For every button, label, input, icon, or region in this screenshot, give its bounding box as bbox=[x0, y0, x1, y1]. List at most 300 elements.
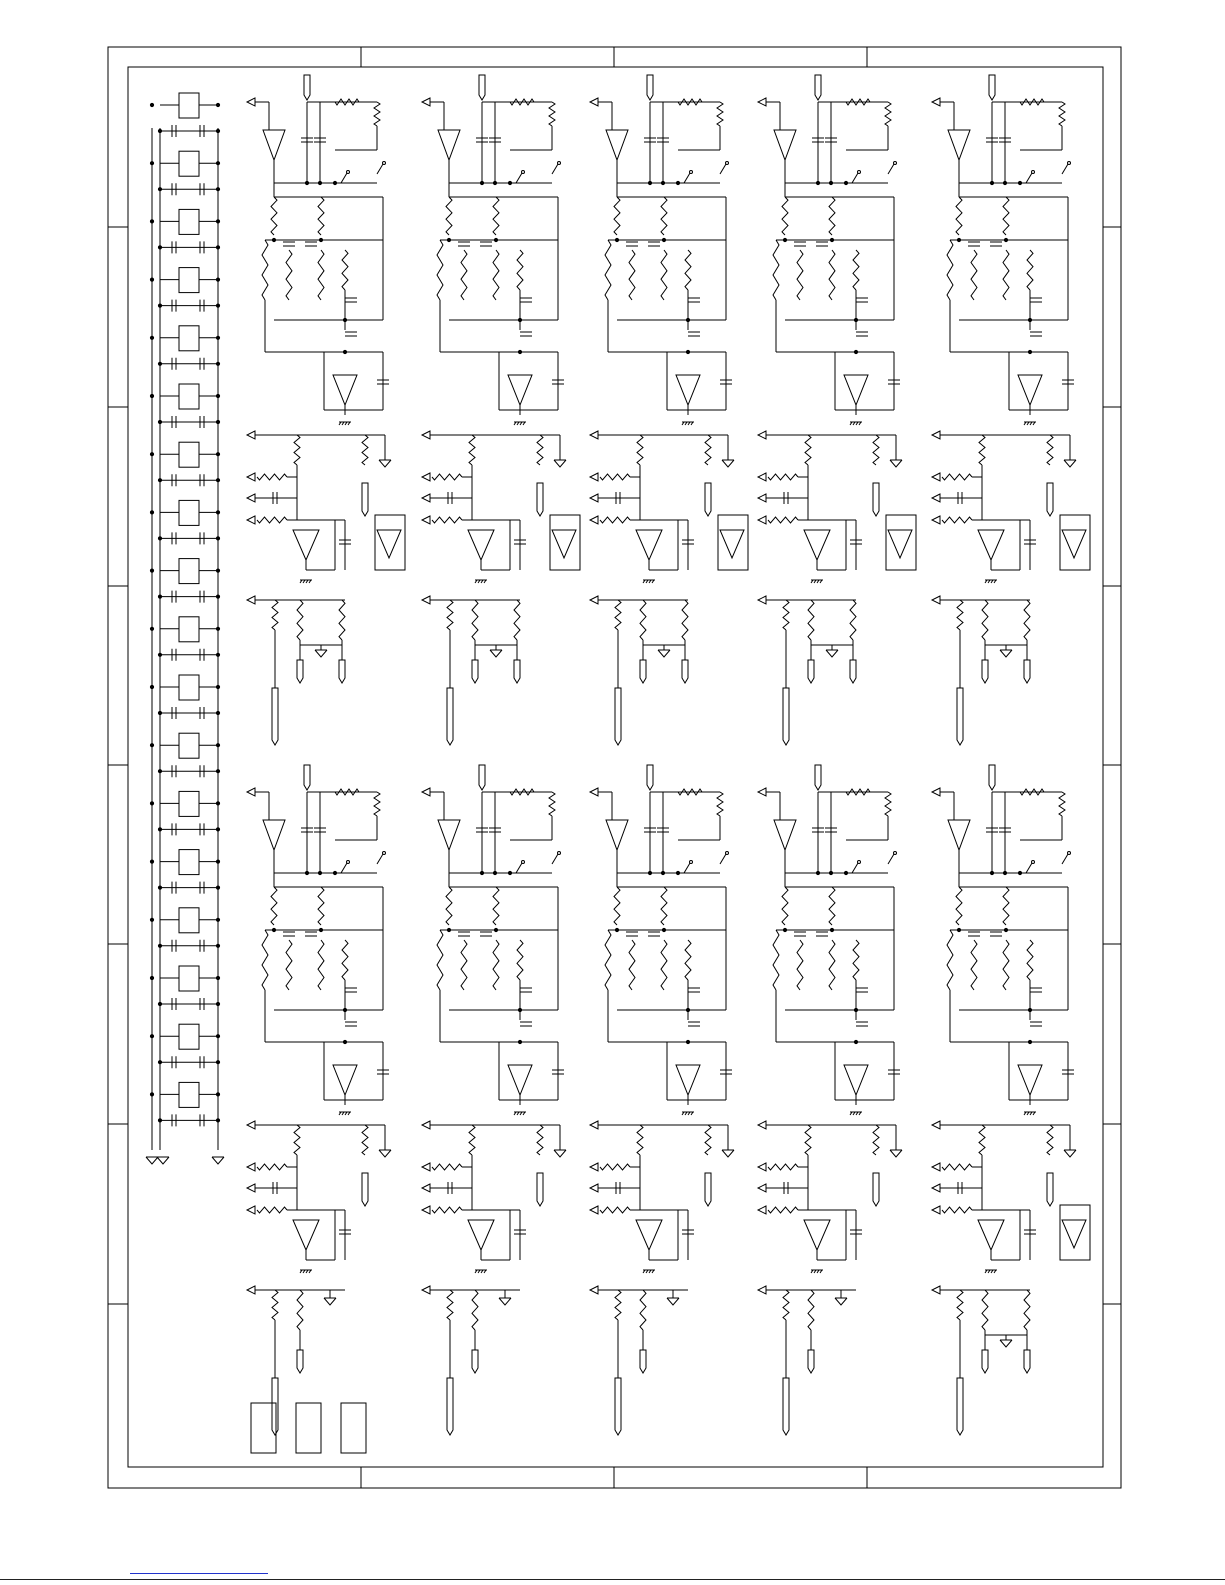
resistor-symbol bbox=[432, 1164, 462, 1170]
junction-dot bbox=[150, 162, 153, 165]
connector-pin bbox=[640, 660, 646, 683]
opamp-symbol bbox=[804, 1220, 830, 1250]
regulator-block bbox=[179, 1082, 199, 1107]
junction-dot bbox=[150, 744, 153, 747]
resistor-symbol bbox=[1059, 792, 1065, 816]
resistor-symbol bbox=[805, 435, 811, 465]
resistor-symbol bbox=[493, 887, 499, 925]
opamp-symbol bbox=[978, 1220, 1004, 1250]
junction-dot bbox=[816, 181, 819, 184]
junction-dot bbox=[150, 685, 153, 688]
junction-dot bbox=[150, 860, 153, 863]
resistor-symbol bbox=[461, 940, 467, 990]
opamp-symbol bbox=[636, 1220, 662, 1250]
switch-symbol bbox=[341, 863, 347, 873]
resistor-symbol bbox=[493, 940, 499, 990]
port-arrow bbox=[590, 788, 598, 796]
resistor-symbol bbox=[493, 197, 499, 235]
junction-dot bbox=[150, 103, 153, 106]
junction-dot bbox=[783, 238, 786, 241]
resistor-symbol bbox=[271, 197, 277, 235]
junction-dot bbox=[216, 1035, 219, 1038]
resistor-symbol bbox=[1047, 435, 1053, 465]
resistor-symbol bbox=[956, 887, 962, 925]
port-arrow bbox=[590, 1286, 598, 1294]
junction-dot bbox=[480, 871, 483, 874]
connector-pin bbox=[705, 1173, 711, 1206]
switch-symbol bbox=[1026, 863, 1032, 873]
opamp-symbol bbox=[978, 530, 1004, 560]
resistor-symbol bbox=[637, 435, 643, 465]
opamp-symbol bbox=[804, 530, 830, 560]
resistor-symbol bbox=[615, 1290, 621, 1320]
resistor-symbol bbox=[437, 240, 443, 300]
port-arrow bbox=[932, 1286, 940, 1294]
junction-dot bbox=[216, 944, 219, 947]
junction-dot bbox=[150, 453, 153, 456]
opamp-symbol bbox=[720, 530, 744, 558]
switch-symbol bbox=[377, 854, 383, 864]
junction-dot bbox=[216, 595, 219, 598]
junction-dot bbox=[518, 1008, 521, 1011]
port-arrow bbox=[422, 98, 430, 106]
junction-dot bbox=[343, 318, 346, 321]
resistor-symbol bbox=[808, 1290, 814, 1330]
ground-symbol bbox=[1000, 1340, 1012, 1347]
resistor-symbol bbox=[717, 102, 723, 126]
port-arrow bbox=[422, 516, 430, 524]
port-arrow bbox=[758, 1121, 766, 1129]
switch-symbol bbox=[341, 173, 347, 183]
resistor-symbol bbox=[805, 1125, 811, 1155]
resistor-symbol bbox=[339, 600, 345, 640]
opamp-symbol bbox=[1018, 375, 1042, 405]
buffer-box bbox=[718, 515, 748, 570]
junction-dot bbox=[158, 479, 161, 482]
connector-pin bbox=[537, 483, 543, 516]
junction-dot bbox=[158, 828, 161, 831]
opamp-symbol bbox=[774, 820, 796, 850]
junction-dot bbox=[343, 350, 346, 353]
switch-contact bbox=[690, 171, 693, 174]
resistor-symbol bbox=[446, 887, 452, 925]
buffer-box bbox=[1060, 515, 1090, 570]
opamp-symbol bbox=[263, 820, 285, 850]
switch-contact bbox=[690, 861, 693, 864]
junction-dot bbox=[150, 336, 153, 339]
port-arrow bbox=[758, 494, 766, 502]
opamp-symbol bbox=[508, 375, 532, 405]
resistor-symbol bbox=[318, 250, 324, 300]
resistor-symbol bbox=[942, 517, 972, 523]
port-arrow bbox=[590, 494, 598, 502]
connector-pin bbox=[537, 1173, 543, 1206]
junction-dot bbox=[1018, 871, 1021, 874]
resistor-symbol bbox=[461, 250, 467, 300]
switch-contact bbox=[383, 852, 386, 855]
junction-dot bbox=[661, 181, 664, 184]
ground-symbol bbox=[1064, 460, 1076, 467]
connector-pin bbox=[472, 660, 478, 683]
channel-r2-c4 bbox=[758, 765, 902, 1435]
junction-dot bbox=[216, 828, 219, 831]
buffer-box bbox=[375, 515, 405, 570]
ground-symbol bbox=[890, 1150, 902, 1157]
opamp-symbol bbox=[333, 1065, 357, 1095]
junction-dot bbox=[216, 246, 219, 249]
resistor-symbol bbox=[614, 197, 620, 235]
ground-symbol bbox=[324, 1298, 336, 1305]
port-arrow bbox=[247, 431, 255, 439]
port-arrow bbox=[590, 1163, 598, 1171]
resistor-symbol bbox=[661, 940, 667, 990]
junction-dot bbox=[816, 871, 819, 874]
junction-dot bbox=[150, 394, 153, 397]
junction-dot bbox=[150, 1035, 153, 1038]
resistor-symbol bbox=[297, 600, 303, 640]
opamp-symbol bbox=[263, 130, 285, 160]
port-arrow bbox=[758, 1184, 766, 1192]
port-arrow bbox=[422, 1163, 430, 1171]
switch-contact bbox=[1032, 861, 1035, 864]
switch-symbol bbox=[888, 854, 894, 864]
resistor-symbol bbox=[318, 197, 324, 235]
ground-symbol bbox=[499, 1298, 511, 1305]
resistor-symbol bbox=[773, 240, 779, 300]
channel-r2-c5 bbox=[932, 765, 1090, 1435]
connector-pin bbox=[815, 75, 821, 100]
junction-dot bbox=[216, 1002, 219, 1005]
junction-dot bbox=[158, 1119, 161, 1122]
junction-dot bbox=[854, 318, 857, 321]
resistor-symbol bbox=[678, 789, 702, 795]
ground-symbol bbox=[835, 1298, 847, 1305]
resistor-symbol bbox=[549, 102, 555, 126]
junction-dot bbox=[158, 595, 161, 598]
regulator-block bbox=[179, 442, 199, 467]
port-arrow bbox=[247, 516, 255, 524]
resistor-symbol bbox=[1003, 250, 1009, 300]
channel-r1-c5 bbox=[932, 75, 1090, 745]
resistor-symbol bbox=[510, 99, 534, 105]
junction-dot bbox=[158, 653, 161, 656]
junction-dot bbox=[272, 238, 275, 241]
resistor-symbol bbox=[342, 250, 348, 290]
junction-dot bbox=[783, 928, 786, 931]
port-arrow bbox=[247, 1163, 255, 1171]
connector-pin bbox=[982, 660, 988, 683]
junction-dot bbox=[343, 1040, 346, 1043]
junction-dot bbox=[216, 479, 219, 482]
switch-contact bbox=[347, 171, 350, 174]
port-arrow bbox=[590, 98, 598, 106]
switch-contact bbox=[726, 162, 729, 165]
connector-pin bbox=[362, 1173, 368, 1206]
junction-dot bbox=[216, 453, 219, 456]
resistor-symbol bbox=[517, 250, 523, 290]
resistor-symbol bbox=[640, 1290, 646, 1330]
resistor-symbol bbox=[829, 940, 835, 990]
connector-pin bbox=[472, 1350, 478, 1373]
resistor-symbol bbox=[808, 600, 814, 640]
resistor-symbol bbox=[1024, 1290, 1030, 1330]
ground-symbol bbox=[722, 460, 734, 467]
port-arrow bbox=[422, 431, 430, 439]
resistor-symbol bbox=[262, 240, 268, 300]
junction-dot bbox=[854, 1040, 857, 1043]
connector-pin bbox=[640, 1350, 646, 1373]
junction-dot bbox=[854, 1008, 857, 1011]
inner-border bbox=[128, 67, 1103, 1467]
junction-dot bbox=[686, 350, 689, 353]
junction-dot bbox=[447, 928, 450, 931]
resistor-symbol bbox=[971, 940, 977, 990]
junction-dot bbox=[318, 181, 321, 184]
junction-dot bbox=[990, 181, 993, 184]
port-arrow bbox=[590, 596, 598, 604]
junction-dot bbox=[216, 537, 219, 540]
junction-dot bbox=[990, 871, 993, 874]
junction-dot bbox=[319, 238, 322, 241]
resistor-symbol bbox=[493, 250, 499, 300]
connector-pin bbox=[982, 1350, 988, 1373]
junction-dot bbox=[854, 350, 857, 353]
switch-symbol bbox=[1062, 164, 1068, 174]
junction-dot bbox=[508, 181, 511, 184]
junction-dot bbox=[686, 1040, 689, 1043]
resistor-symbol bbox=[637, 1125, 643, 1155]
resistor-symbol bbox=[1003, 940, 1009, 990]
resistor-symbol bbox=[537, 435, 543, 465]
opamp-symbol bbox=[293, 530, 319, 560]
resistor-symbol bbox=[432, 517, 462, 523]
ground-symbol bbox=[890, 460, 902, 467]
resistor-symbol bbox=[517, 940, 523, 980]
junction-dot bbox=[150, 511, 153, 514]
opamp-symbol bbox=[1062, 530, 1086, 558]
junction-dot bbox=[216, 860, 219, 863]
connector-pin bbox=[304, 75, 310, 100]
resistor-symbol bbox=[437, 930, 443, 990]
connector-box bbox=[341, 1403, 366, 1453]
resistor-symbol bbox=[271, 887, 277, 925]
ground-symbol bbox=[146, 1157, 158, 1164]
resistor-symbol bbox=[678, 99, 702, 105]
opamp-symbol bbox=[1018, 1065, 1042, 1095]
connector-pin bbox=[815, 765, 821, 790]
resistor-symbol bbox=[853, 940, 859, 980]
junction-dot bbox=[216, 653, 219, 656]
junction-dot bbox=[305, 181, 308, 184]
regulator-block bbox=[179, 209, 199, 234]
connector-pin bbox=[873, 483, 879, 516]
junction-dot bbox=[494, 928, 497, 931]
resistor-symbol bbox=[685, 940, 691, 980]
junction-dot bbox=[662, 238, 665, 241]
junction-dot bbox=[158, 246, 161, 249]
junction-dot bbox=[158, 1061, 161, 1064]
switch-symbol bbox=[516, 173, 522, 183]
ground-symbol bbox=[379, 1150, 391, 1157]
connector-pin bbox=[783, 688, 789, 745]
regulator-block bbox=[179, 151, 199, 176]
junction-dot bbox=[676, 871, 679, 874]
connector-pin bbox=[447, 1378, 453, 1435]
resistor-symbol bbox=[272, 600, 278, 630]
opamp-symbol bbox=[676, 1065, 700, 1095]
junction-dot bbox=[615, 928, 618, 931]
resistor-symbol bbox=[1020, 789, 1044, 795]
port-arrow bbox=[758, 1286, 766, 1294]
junction-dot bbox=[216, 220, 219, 223]
junction-dot bbox=[494, 238, 497, 241]
junction-dot bbox=[305, 871, 308, 874]
switch-contact bbox=[522, 171, 525, 174]
resistor-symbol bbox=[783, 1290, 789, 1320]
resistor-symbol bbox=[661, 250, 667, 300]
port-arrow bbox=[758, 788, 766, 796]
port-arrow bbox=[932, 788, 940, 796]
opamp-symbol bbox=[888, 530, 912, 558]
resistor-symbol bbox=[705, 435, 711, 465]
junction-dot bbox=[216, 770, 219, 773]
opamp-symbol bbox=[438, 130, 460, 160]
port-arrow bbox=[590, 473, 598, 481]
connector-pin bbox=[479, 75, 485, 100]
junction-dot bbox=[216, 802, 219, 805]
junction-dot bbox=[319, 928, 322, 931]
junction-dot bbox=[676, 181, 679, 184]
resistor-symbol bbox=[257, 1207, 287, 1213]
opamp-symbol bbox=[438, 820, 460, 850]
resistor-symbol bbox=[318, 940, 324, 990]
connector-pin bbox=[1024, 1350, 1030, 1373]
channel-r1-c2 bbox=[422, 75, 580, 745]
junction-dot bbox=[216, 511, 219, 514]
port-arrow bbox=[932, 1206, 940, 1214]
resistor-symbol bbox=[446, 197, 452, 235]
resistor-symbol bbox=[873, 435, 879, 465]
connector-pin bbox=[989, 765, 995, 790]
junction-dot bbox=[272, 928, 275, 931]
port-arrow bbox=[590, 516, 598, 524]
junction-dot bbox=[216, 627, 219, 630]
switch-contact bbox=[858, 171, 861, 174]
ground-symbol bbox=[157, 1157, 169, 1164]
connector-pin bbox=[957, 1378, 963, 1435]
junction-dot bbox=[158, 1002, 161, 1005]
resistor-symbol bbox=[472, 600, 478, 640]
resistor-symbol bbox=[942, 1207, 972, 1213]
resistor-symbol bbox=[432, 474, 462, 480]
resistor-symbol bbox=[1024, 600, 1030, 640]
resistor-symbol bbox=[782, 887, 788, 925]
resistor-symbol bbox=[537, 1125, 543, 1155]
resistor-symbol bbox=[605, 930, 611, 990]
connector-pin bbox=[1047, 483, 1053, 516]
junction-dot bbox=[150, 918, 153, 921]
port-arrow bbox=[422, 1184, 430, 1192]
resistor-symbol bbox=[469, 435, 475, 465]
junction-dot bbox=[661, 871, 664, 874]
resistor-symbol bbox=[947, 930, 953, 990]
switch-symbol bbox=[852, 173, 858, 183]
junction-dot bbox=[1003, 181, 1006, 184]
switch-contact bbox=[383, 162, 386, 165]
junction-dot bbox=[216, 162, 219, 165]
resistor-symbol bbox=[661, 197, 667, 235]
connector-pin bbox=[850, 660, 856, 683]
resistor-symbol bbox=[797, 940, 803, 990]
junction-dot bbox=[158, 420, 161, 423]
connector-pin bbox=[514, 660, 520, 683]
resistor-symbol bbox=[472, 1290, 478, 1330]
resistor-symbol bbox=[257, 517, 287, 523]
connector-pin bbox=[682, 660, 688, 683]
channel-r2-c3 bbox=[590, 765, 734, 1435]
opamp-symbol bbox=[468, 1220, 494, 1250]
ground-symbol bbox=[490, 650, 502, 657]
resistor-symbol bbox=[982, 1290, 988, 1330]
switch-symbol bbox=[888, 164, 894, 174]
opamp-symbol bbox=[468, 530, 494, 560]
junction-dot bbox=[216, 420, 219, 423]
outer-border bbox=[108, 47, 1121, 1488]
connector-pin bbox=[339, 660, 345, 683]
junction-dot bbox=[216, 711, 219, 714]
junction-dot bbox=[333, 871, 336, 874]
junction-dot bbox=[648, 181, 651, 184]
regulator-block bbox=[179, 791, 199, 816]
connector-pin bbox=[297, 1350, 303, 1373]
connector-pin bbox=[957, 688, 963, 745]
switch-symbol bbox=[720, 854, 726, 864]
resistor-symbol bbox=[829, 887, 835, 925]
resistor-symbol bbox=[982, 600, 988, 640]
resistor-symbol bbox=[768, 1207, 798, 1213]
junction-dot bbox=[158, 362, 161, 365]
resistor-symbol bbox=[1003, 197, 1009, 235]
resistor-symbol bbox=[773, 930, 779, 990]
port-arrow bbox=[758, 1163, 766, 1171]
resistor-symbol bbox=[682, 600, 688, 640]
resistor-symbol bbox=[286, 250, 292, 300]
channel-r1-c1 bbox=[247, 75, 405, 745]
port-arrow bbox=[247, 1121, 255, 1129]
resistor-symbol bbox=[257, 474, 287, 480]
resistor-symbol bbox=[846, 99, 870, 105]
port-arrow bbox=[422, 1121, 430, 1129]
junction-dot bbox=[343, 1008, 346, 1011]
resistor-symbol bbox=[1020, 99, 1044, 105]
resistor-symbol bbox=[469, 1125, 475, 1155]
resistor-symbol bbox=[600, 517, 630, 523]
port-arrow bbox=[422, 1286, 430, 1294]
switch-contact bbox=[558, 162, 561, 165]
resistor-symbol bbox=[957, 1290, 963, 1320]
switch-symbol bbox=[1026, 173, 1032, 183]
connector-pin bbox=[808, 1350, 814, 1373]
buffer-box bbox=[886, 515, 916, 570]
junction-dot bbox=[216, 1061, 219, 1064]
junction-dot bbox=[216, 744, 219, 747]
footer-link-underline[interactable] bbox=[130, 1573, 268, 1574]
junction-dot bbox=[957, 928, 960, 931]
junction-dot bbox=[844, 871, 847, 874]
opamp-symbol bbox=[508, 1065, 532, 1095]
junction-dot bbox=[1028, 350, 1031, 353]
resistor-symbol bbox=[979, 1125, 985, 1155]
